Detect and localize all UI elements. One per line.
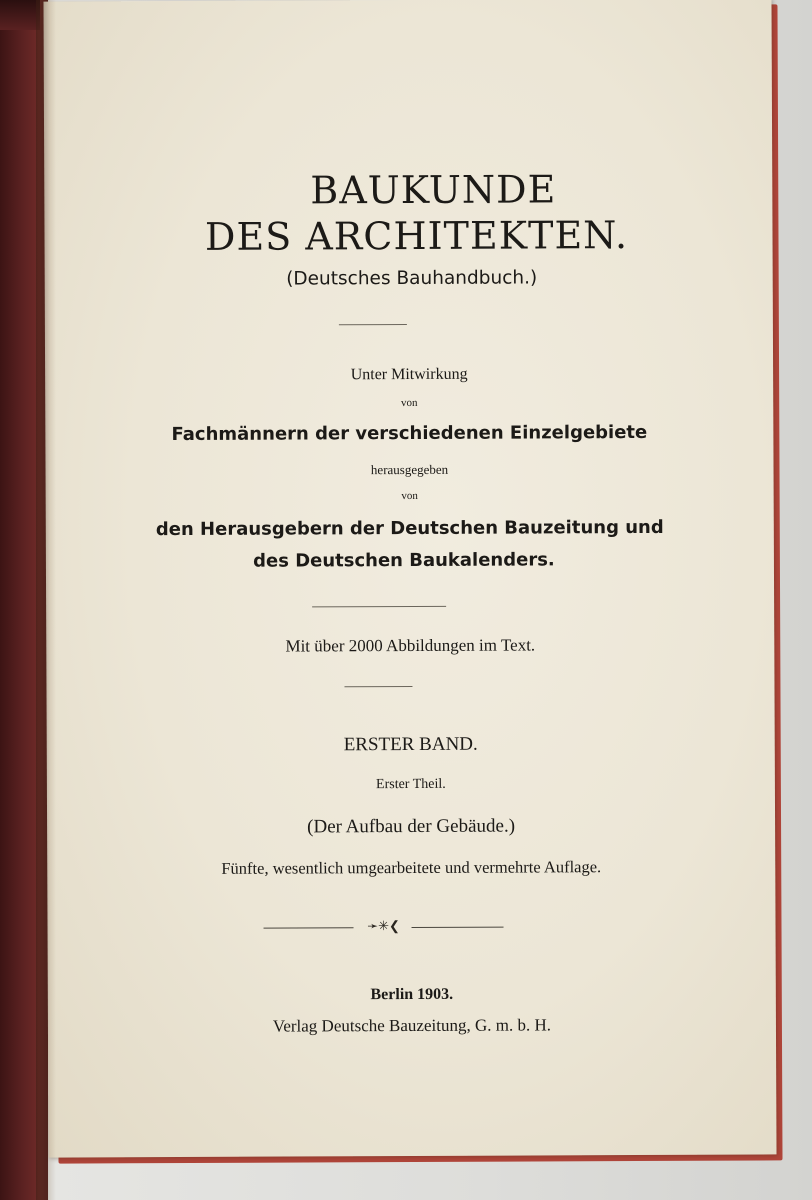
divider-rule [312, 606, 446, 608]
ornament-glyph: ➛✳❮ [367, 918, 400, 934]
divider-rule [339, 324, 407, 325]
book-cover-top [0, 0, 40, 30]
contributors-intro: Unter Mitwirkung [350, 365, 468, 384]
volume-band: ERSTER BAND. [343, 733, 478, 756]
volume-edition: Fünfte, wesentlich umgearbeitete und vermehrte Auflage. [221, 857, 602, 878]
imprint-publisher: Verlag Deutsche Bauzeitung, G. m. b. H. [272, 1015, 552, 1036]
imprint-place-year: Berlin 1903. [370, 985, 454, 1004]
editors-line-1: den Herausgebern der Deutschen Bauzeitung und [155, 516, 664, 541]
contributors-edited: herausgegeben [370, 461, 449, 478]
volume-part: Erster Theil. [375, 776, 446, 793]
illustrations-note: Mit über 2000 Abbildungen im Text. [285, 635, 536, 656]
binding-shadow [36, 0, 56, 1200]
volume-topic: (Der Aufbau der Gebäude.) [307, 815, 516, 838]
ornament-divider [263, 916, 503, 939]
title-line-2: DES ARCHITEKTEN. [204, 213, 629, 259]
subtitle: (Deutsches Bauhandbuch.) [286, 267, 538, 290]
contributors-von-2: von [401, 489, 418, 503]
title-line-1: BAUKUNDE [310, 167, 557, 213]
contributors-experts: Fachmännern der verschiedenen Einzelgebiete [171, 421, 648, 446]
editors-line-2: des Deutschen Baukalenders. [253, 549, 555, 572]
title-page [43, 0, 776, 1158]
contributors-von-1: von [400, 396, 418, 410]
divider-rule [344, 686, 412, 687]
